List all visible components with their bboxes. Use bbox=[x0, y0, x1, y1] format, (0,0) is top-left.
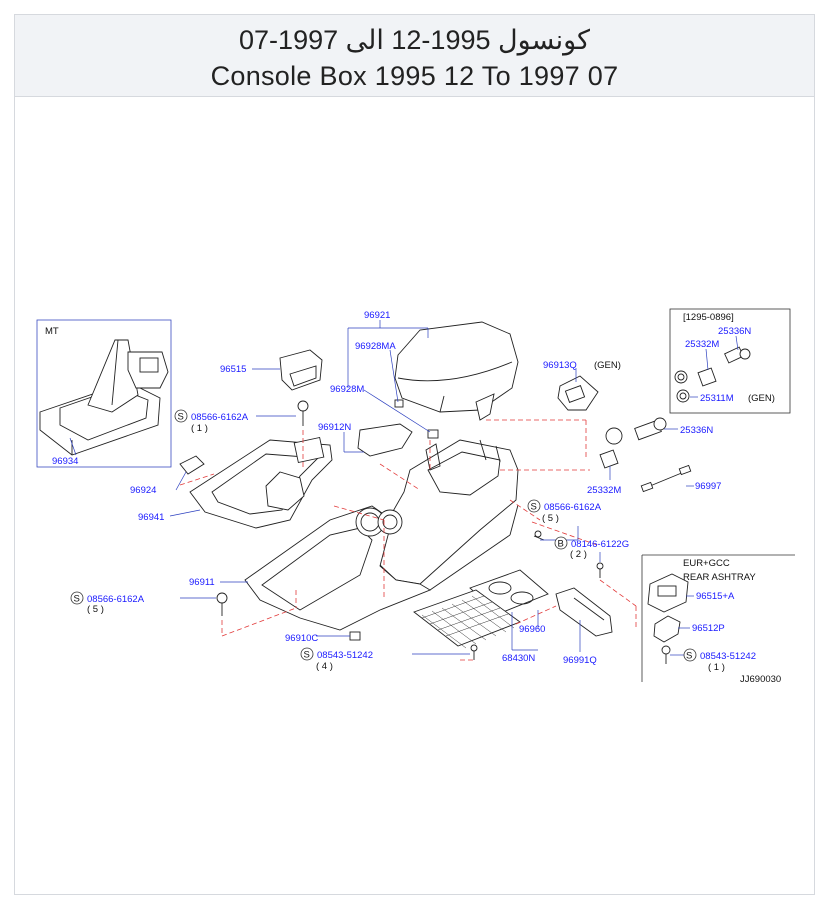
title-arabic: كونسول 1995-12 الى 1997-07 bbox=[239, 25, 590, 55]
inset-mt-title: MT bbox=[45, 326, 59, 337]
inset-lighter bbox=[670, 309, 790, 413]
qty-5: ( 5 ) bbox=[87, 604, 104, 615]
label-25336N: 25336N bbox=[680, 425, 714, 436]
label-08566-6162A: 08566-6162A bbox=[191, 412, 249, 423]
label-gen-inset: (GEN) bbox=[748, 393, 775, 404]
svg-text:S: S bbox=[177, 411, 184, 423]
label-96911: 96911 bbox=[189, 577, 215, 588]
fastener-callout bbox=[175, 410, 249, 434]
label-96913Q: 96913Q bbox=[543, 360, 577, 371]
fastener-callout bbox=[555, 537, 629, 560]
label-08566-6162A: 08566-6162A bbox=[87, 594, 145, 605]
label-gen: (GEN) bbox=[594, 360, 621, 371]
inset-eur-title: EUR+GCC bbox=[683, 558, 730, 569]
inset-eur-subtitle: REAR ASHTRAY bbox=[683, 572, 756, 583]
qty-4: ( 4 ) bbox=[316, 661, 333, 672]
qty-2: ( 2 ) bbox=[570, 549, 587, 560]
title-english: Console Box 1995 12 To 1997 07 bbox=[210, 61, 619, 91]
qty-inset: ( 1 ) bbox=[708, 662, 725, 673]
diagram-code: JJ690030 bbox=[740, 674, 782, 685]
label-25332M-inset: 25332M bbox=[685, 339, 720, 350]
qty-1: ( 1 ) bbox=[191, 423, 208, 434]
label-25336N-inset: 25336N bbox=[718, 326, 752, 337]
label-96921: 96921 bbox=[364, 310, 391, 321]
label-96512P: 96512P bbox=[692, 623, 725, 634]
label-96991Q: 96991Q bbox=[563, 655, 597, 666]
svg-text:S: S bbox=[530, 501, 537, 513]
label-08543-51242-inset: 08543-51242 bbox=[700, 651, 756, 662]
fastener-callout bbox=[528, 500, 602, 524]
label-96934: 96934 bbox=[52, 456, 79, 467]
label-08146-6122G: 08146-6122G bbox=[571, 539, 630, 550]
label-08543-51242: 08543-51242 bbox=[317, 650, 373, 661]
svg-text:S: S bbox=[303, 649, 310, 661]
svg-text:S: S bbox=[686, 650, 693, 662]
screw-icon bbox=[662, 646, 670, 664]
inset-mt bbox=[37, 320, 171, 467]
label-25332M: 25332M bbox=[587, 485, 622, 496]
label-96515: 96515 bbox=[220, 364, 247, 375]
svg-text:S: S bbox=[73, 593, 80, 605]
label-96960: 96960 bbox=[519, 624, 546, 635]
rear-ashtray-illustration bbox=[648, 574, 688, 642]
shift-boot-illustration bbox=[40, 340, 168, 455]
label-96928M: 96928M bbox=[330, 384, 365, 395]
label-96912N: 96912N bbox=[318, 422, 352, 433]
fastener-callout bbox=[71, 592, 145, 615]
label-96997: 96997 bbox=[695, 481, 722, 492]
svg-text:B: B bbox=[557, 538, 564, 550]
label-96941: 96941 bbox=[138, 512, 165, 523]
inset-rear-ashtray bbox=[642, 555, 795, 682]
fastener-callout bbox=[301, 648, 373, 672]
qty-5: ( 5 ) bbox=[542, 513, 559, 524]
inset-lighter-title: [1295-0896] bbox=[683, 312, 734, 323]
label-96924: 96924 bbox=[130, 485, 157, 496]
label-96515A: 96515+A bbox=[696, 591, 735, 602]
label-25311M: 25311M bbox=[700, 393, 734, 404]
label-68430N: 68430N bbox=[502, 653, 536, 664]
label-08566-6162A: 08566-6162A bbox=[544, 502, 602, 513]
label-96910C: 96910C bbox=[285, 633, 319, 644]
label-96928MA: 96928MA bbox=[355, 341, 396, 352]
